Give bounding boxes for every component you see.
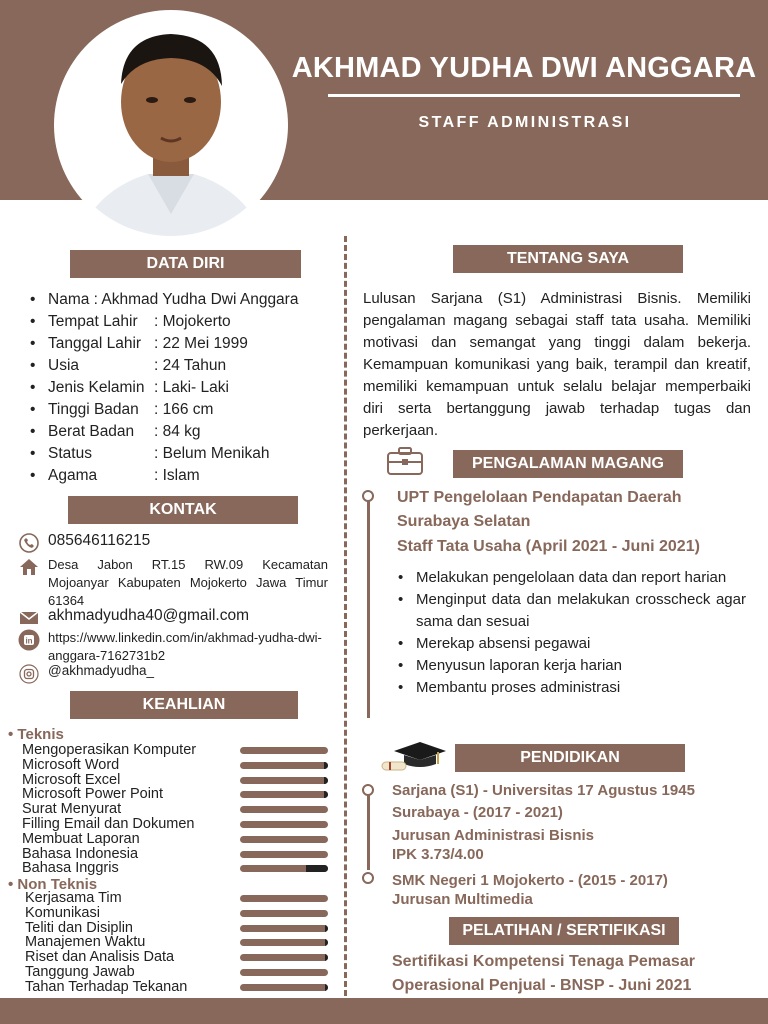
timeline-line [367,494,370,718]
contact-instagram[interactable] [18,663,154,685]
briefcase-icon [386,446,424,481]
skill-name: Tanggung Jawab [25,964,135,980]
skill-level-bar [240,925,328,932]
instagram-icon [18,663,40,685]
section-title-pengalaman: PENGALAMAN MAGANG [453,450,683,478]
linkedin-icon [18,629,40,651]
list-item: • Melakukan pengelolaan data dan report harian [396,567,746,589]
timeline-line [367,788,370,870]
profile-photo [54,10,288,240]
skill-name: Microsoft Excel [22,771,121,788]
skill-name: Tahan Terhadap Tekanan [25,978,188,995]
candidate-role: STAFF ADMINISTRASI [418,114,632,131]
phone-icon [18,532,40,554]
svg-text:in: in [25,636,33,646]
list-item: • Agama : Islam [28,465,298,487]
contact-email: akhmadyudha40@gmail.com [18,607,249,629]
experience-tasks [396,567,746,699]
skill-level-bar [240,747,328,754]
skill-name: Manajemen Waktu [25,934,146,951]
skill-level-bar [240,806,328,813]
experience-position: Staff Tata Usaha (April 2021 - Juni 2021) [397,538,700,555]
skill-level-empty [324,762,328,769]
skill-name: Microsoft Power Point [22,786,164,803]
skill-level-bar [240,762,328,769]
list-item: • Merekap absensi pegawai [396,633,746,655]
timeline-dot [362,490,374,502]
skill-category-non-teknis: • Non Teknis [8,876,98,893]
skill-level-empty [325,984,328,991]
skill-name: Bahasa Inggris [22,860,119,877]
about-text: Lulusan Sarjana (S1) Administrasi Bisnis. Memiliki pengalaman magang sebagai staff tata usaha. Memiliki motivasi dan semangat yang tinggi dalam bekerja. Kemampuan komunikasi yang baik, terampil dan kreatif, memiliki kemampuan untuk selalu belajar memperbaiki diri serta bertanggung jawab terhadap tugas dan perkerjaan. [363,290,751,439]
section-title-tentang-saya: TENTANG SAYA [453,245,683,273]
list-item: • Usia : 24 Tahun [28,355,298,377]
skill-level-empty [324,791,328,798]
name-underline [328,94,740,97]
skill-name: Mengoperasikan Komputer [22,742,197,758]
skill-level-empty [325,925,328,932]
list-item: • Membantu proses administrasi [396,677,746,699]
contact-linkedin[interactable] [18,629,328,665]
skill-level-bar [240,954,328,961]
section-title-keahlian: KEAHLIAN [70,691,298,719]
footer-band [0,998,768,1024]
skill-name: Surat Menyurat [22,801,122,818]
linkedin-link[interactable]: https://www.linkedin.com/in/akhmad-yudha-dwi-anggara-7162731b2 [48,630,322,663]
skill-level-empty [325,954,328,961]
skill-level-bar [240,865,328,872]
skill-level-empty [325,939,328,946]
skill-level-bar [240,984,328,991]
mail-icon [18,607,40,629]
skill-name: Teliti dan Disiplin [25,919,133,936]
personal-data-list [28,289,298,487]
experience-organization: UPT Pengelolaan Pendapatan Daerah Surabaya Selatan [397,489,682,530]
list-item: • Tanggal Lahir : 22 Mei 1999 [28,333,298,355]
list-item: • Nama : Akhmad Yudha Dwi Anggara [28,289,298,311]
skill-name: Microsoft Word [22,756,120,773]
timeline-dot [362,784,374,796]
candidate-name: AKHMAD YUDHA DWI ANGGARA [291,52,757,84]
list-item: • Tempat Lahir : Mojokerto [28,311,298,333]
skill-level-empty [324,777,328,784]
list-item: • Jenis Kelamin : Laki- Laki [28,377,298,399]
skill-level-bar [240,821,328,828]
skill-level-bar [240,969,328,976]
skill-name: Filling Email dan Dokumen [22,816,195,832]
contact-phone: 085646116215 [18,532,150,554]
skill-category-teknis: • Teknis [8,726,64,743]
skill-name: Bahasa Indonesia [22,845,139,862]
list-item: • Menyusun laporan kerja harian [396,655,746,677]
skill-level-bar [240,791,328,798]
section-title-pelatihan: PELATIHAN / SERTIFIKASI [449,917,679,945]
skill-level-bar [240,836,328,843]
skill-level-bar [240,910,328,917]
skill-name: Komunikasi [25,904,100,921]
skill-level-bar [240,895,328,902]
home-icon [18,556,40,578]
contact-address: Desa Jabon RT.15 RW.09 Kecamatan Mojoanyar Kabupaten Mojokerto Jawa Timur 61364 [18,556,328,610]
section-title-kontak: KONTAK [68,496,298,524]
skill-level-empty [306,865,328,872]
skill-name: Kerjasama Tim [25,890,122,906]
section-title-data-diri: DATA DIRI [70,250,301,278]
skill-level-bar [240,851,328,858]
instagram-handle[interactable]: @akhmadyudha_ [48,663,155,678]
column-divider [344,236,347,996]
section-title-pendidikan: PENDIDIKAN [455,744,685,772]
certification-entry: Sertifikasi Kompetensi Tenaga Pemasar Operasional Penjual - BNSP - Juni 2021 [392,953,695,994]
list-item: • Tinggi Badan : 166 cm [28,399,298,421]
education-smk: SMK Negeri 1 Mojokerto - (2015 - 2017) Jurusan Multimedia [392,872,668,908]
graduation-cap-icon [380,740,446,779]
skill-name: Riset dan Analisis Data [25,949,175,966]
skill-name: Membuat Laporan [22,830,140,847]
skill-level-bar [240,939,328,946]
skill-level-bar [240,777,328,784]
education-s1: Sarjana (S1) - Universitas 17 Agustus 1945 Surabaya - (2017 - 2021) Jurusan Administrasi Bisnis IPK 3.73/4.00 [392,782,695,863]
list-item: • Status : Belum Menikah [28,443,298,465]
list-item: • Berat Badan : 84 kg [28,421,298,443]
timeline-dot [362,872,374,884]
list-item: • Menginput data dan melakukan crosscheck agar sama dan sesuai [396,589,746,633]
